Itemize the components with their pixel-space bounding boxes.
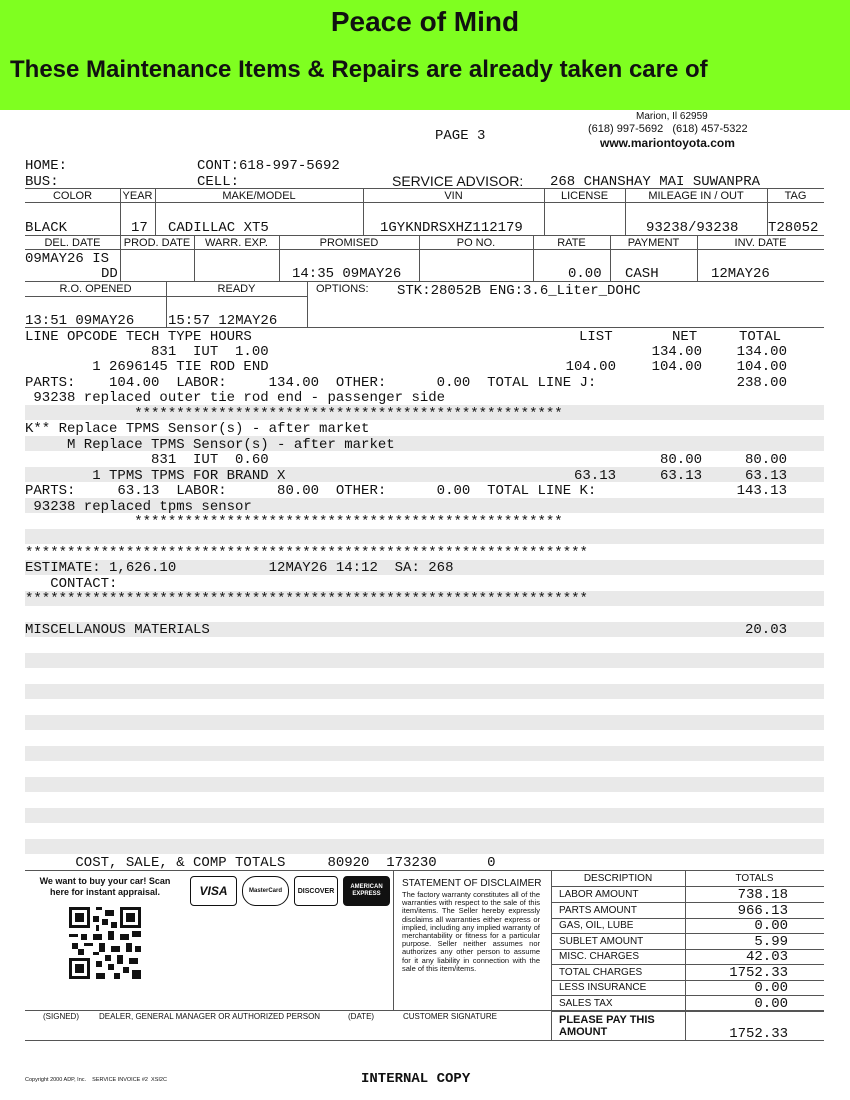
line-item-total: 134.00 [736, 344, 787, 360]
cell-label: CELL: [197, 174, 240, 190]
dealer-website[interactable]: www.mariontoyota.com [600, 136, 735, 150]
line-item-text: ******************************************************************* [25, 591, 588, 607]
visa-card-icon [190, 876, 237, 906]
line-item-text: 1 2696145 TIE ROD END [25, 359, 269, 375]
lines-header-list: LIST [579, 329, 613, 345]
col-promised-header: PROMISED [319, 237, 379, 249]
vehicle-vin: 1GYKNDRSXHZ112179 [380, 220, 523, 236]
col-make-header: MAKE/MODEL [222, 190, 296, 202]
inv-date-value: 12MAY26 [711, 266, 770, 282]
banner-title: Peace of Mind [330, 6, 520, 37]
line-item-text: M Replace TPMS Sensor(s) - after market [25, 437, 395, 453]
copyright-text: Copyright 2000 ADP, Inc. SERVICE INVOICE #2 XSI2C [25, 1077, 167, 1083]
line-item-net: 63.13 [659, 468, 702, 484]
row-stripe [25, 684, 824, 699]
del-date-line1: 09MAY26 IS [25, 251, 110, 267]
ready-header: READY [217, 283, 256, 295]
totals-row-value: 738.18 [737, 887, 788, 903]
line-item-net: 134.00 [651, 344, 702, 360]
dealer-city: Marion, Il 62959 [636, 111, 708, 122]
buy-car-text: We want to buy your car! Scan here for instant appraisal. [39, 876, 171, 897]
lines-header-total: TOTAL [739, 329, 782, 345]
vehicle-make: CADILLAC XT5 [168, 220, 269, 236]
contact-phone: CONT:618-997-5692 [197, 158, 340, 174]
discover-label: DISCOVER [297, 887, 335, 895]
line-item-total: 238.00 [736, 375, 787, 391]
row-stripe [25, 808, 824, 823]
visa-label: VISA [199, 884, 228, 898]
row-stripe [25, 839, 824, 854]
line-item-text: CONTACT: [25, 576, 118, 592]
payment-value: CASH [625, 266, 659, 282]
col-inv-date-header: INV. DATE [734, 237, 787, 249]
options-label: OPTIONS: [316, 283, 369, 295]
dealer-phones: (618) 997-5692 (618) 457-5322 [588, 123, 748, 135]
lines-header-net: NET [672, 329, 698, 345]
line-item-text: 93238 replaced outer tie rod end - passenger side [25, 390, 446, 406]
line-item-net: 80.00 [659, 452, 702, 468]
line-item-total: 20.03 [744, 622, 787, 638]
pay-amount-value: 1752.33 [729, 1026, 788, 1042]
totals-row-label: MISC. CHARGES [559, 951, 640, 962]
totals-row-label: SUBLET AMOUNT [559, 936, 644, 947]
totals-row-value: 5.99 [754, 934, 788, 950]
lines-header-left: LINE OPCODE TECH TYPE HOURS [25, 329, 252, 345]
line-item-text: 831 IUT 1.00 [25, 344, 269, 360]
totals-row-value: 1752.33 [729, 965, 788, 981]
totals-row-value: 42.03 [745, 949, 788, 965]
qr-code-icon[interactable] [69, 907, 141, 979]
discover-card-icon [294, 876, 338, 906]
row-stripe [25, 746, 824, 761]
vehicle-tag: T28052 [768, 220, 819, 236]
totals-row-label: TOTAL CHARGES [559, 967, 643, 978]
bus-label: BUS: [25, 174, 59, 190]
totals-row-label: LABOR AMOUNT [559, 889, 639, 900]
line-item-text: PARTS: 104.00 LABOR: 134.00 OTHER: 0.00 TOTAL LINE J: [25, 375, 597, 391]
line-item-list: 63.13 [573, 468, 616, 484]
totals-totals-header: TOTALS [735, 873, 774, 884]
col-license-header: LICENSE [560, 190, 609, 202]
vehicle-color: BLACK [25, 220, 68, 236]
mastercard-icon [242, 876, 289, 906]
cost-sale-comp-totals: COST, SALE, & COMP TOTALS 80920 173230 0 [25, 855, 496, 871]
service-advisor-value: 268 CHANSHAY MAI SUWANPRA [550, 174, 761, 190]
totals-row-value: 966.13 [737, 903, 788, 919]
amex-card-icon [343, 876, 390, 906]
ro-opened-header: R.O. OPENED [59, 283, 132, 295]
rate-value: 0.00 [568, 266, 602, 282]
col-po-header: PO NO. [456, 237, 496, 249]
row-stripe [25, 529, 824, 544]
totals-description-header: DESCRIPTION [583, 873, 653, 884]
col-warr-exp-header: WARR. EXP. [205, 237, 268, 249]
totals-row-label: SALES TAX [559, 998, 613, 1009]
promised-value: 14:35 09MAY26 [292, 266, 402, 282]
col-mileage-header: MILEAGE IN / OUT [648, 190, 744, 202]
line-item-text: 831 IUT 0.60 [25, 452, 269, 468]
page-number: PAGE 3 [435, 128, 486, 144]
customer-signature-label: CUSTOMER SIGNATURE [403, 1012, 497, 1021]
line-item-text: MISCELLANOUS MATERIALS [25, 622, 210, 638]
line-item-text: PARTS: 63.13 LABOR: 80.00 OTHER: 0.00 TOTAL LINE K: [25, 483, 597, 499]
col-payment-header: PAYMENT [627, 237, 680, 249]
row-stripe [25, 653, 824, 668]
ro-opened-value: 13:51 09MAY26 [25, 313, 135, 329]
totals-row-value: 0.00 [754, 980, 788, 996]
home-label: HOME: [25, 158, 68, 174]
line-item-text: ESTIMATE: 1,626.10 12MAY26 14:12 SA: 268 [25, 560, 454, 576]
line-item-total: 104.00 [736, 359, 787, 375]
line-item-text: ******************************************************************* [25, 545, 588, 561]
date-label: (DATE) [348, 1012, 375, 1021]
line-item-total: 143.13 [736, 483, 787, 499]
col-color-header: COLOR [52, 190, 93, 202]
amex-label: AMERICAN EXPRESS [350, 884, 383, 897]
totals-row-label: LESS INSURANCE [559, 982, 647, 993]
please-pay-label: PLEASE PAY THIS AMOUNT [559, 1014, 655, 1038]
totals-row-value: 0.00 [754, 996, 788, 1012]
vehicle-mileage: 93238/93238 [646, 220, 739, 236]
totals-row-value: 0.00 [754, 918, 788, 934]
totals-row-label: PARTS AMOUNT [559, 905, 637, 916]
row-stripe [25, 715, 824, 730]
col-year-header: YEAR [122, 190, 153, 202]
options-value: STK:28052B ENG:3.6_Liter_DOHC [397, 283, 641, 299]
row-stripe [25, 777, 824, 792]
ready-value: 15:57 12MAY26 [168, 313, 278, 329]
line-item-net: 104.00 [651, 359, 702, 375]
service-advisor-label: SERVICE ADVISOR: [392, 173, 524, 189]
dealer-signature-label: DEALER, GENERAL MANAGER OR AUTHORIZED PERSON [99, 1012, 321, 1021]
col-tag-header: TAG [784, 190, 807, 202]
col-prod-date-header: PROD. DATE [123, 237, 191, 249]
line-item-text: 93238 replaced tpms sensor [25, 499, 252, 515]
col-del-date-header: DEL. DATE [44, 237, 101, 249]
line-item-text: 1 TPMS TPMS FOR BRAND X [25, 468, 286, 484]
line-item-total: 63.13 [744, 468, 787, 484]
line-item-text: *************************************************** [25, 406, 563, 422]
vehicle-year: 17 [131, 220, 148, 236]
disclaimer-text: The factory warranty constitutes all of the warranties with respect to the sale of this item/items. The Seller hereby expressly disclaims all warranties either express or implied, including any implied warranty of merchantability or fitness for a particular purpose. Seller neither assumes nor authorizes any other person to assume for it any liability in connection with the sale of this item/items. [402, 890, 540, 973]
line-item-text: *************************************************** [25, 514, 563, 530]
disclaimer-title: STATEMENT OF DISCLAIMER [402, 878, 542, 889]
line-item-list: 104.00 [565, 359, 616, 375]
banner-subtitle: These Maintenance Items & Repairs are already taken care of [10, 56, 708, 83]
line-item-text: K** Replace TPMS Sensor(s) - after market [25, 421, 370, 437]
del-date-line2: DD [101, 266, 118, 282]
banner [0, 0, 850, 110]
mastercard-label: MasterCard [248, 888, 282, 894]
line-item-total: 80.00 [744, 452, 787, 468]
col-vin-header: VIN [444, 190, 463, 202]
internal-copy-label: INTERNAL COPY [361, 1071, 471, 1087]
col-rate-header: RATE [557, 237, 586, 249]
totals-row-label: GAS, OIL, LUBE [559, 920, 634, 931]
signed-label: (SIGNED) [43, 1012, 79, 1021]
